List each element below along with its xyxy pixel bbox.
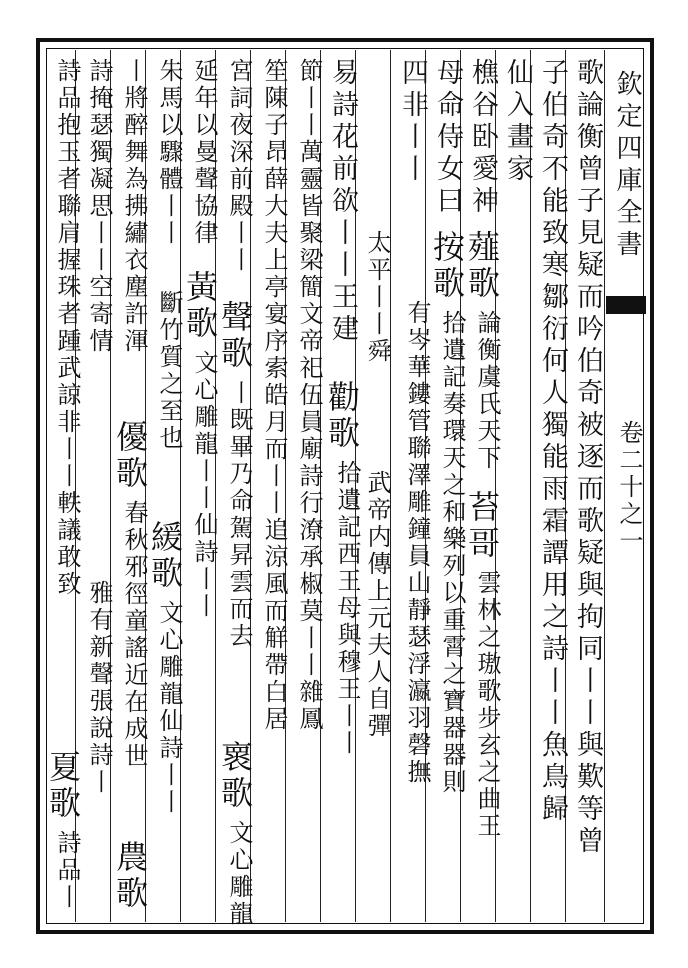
text-column-15b: 雅有新聲張說詩丨 xyxy=(85,580,113,796)
column-divider xyxy=(604,50,605,922)
entry-heading-huai-ge: 褱歌 xyxy=(216,740,254,812)
text-column-5b: 拾遺記奏環天之和樂列以重霄之寶器器則 xyxy=(438,310,466,796)
entry-heading-you-ge: 優歌 xyxy=(111,420,149,492)
entry-heading-huan-ge: 緩歌 xyxy=(146,520,184,592)
entry-heading-nong-ge: 農歌 xyxy=(111,840,149,912)
text-column-13b: 斷竹質之至也 xyxy=(155,290,183,452)
text-column-15a: 詩掩瑟獨凝思丨丨空寄情 xyxy=(85,58,113,355)
margin-volume-label: 卷二十之一 xyxy=(615,420,643,555)
entry-heading-xie-ge: 薤歌 xyxy=(463,230,501,302)
text-column-10: 笙陳子昂薛大夫上亭宴序索皓月而丨丨追涼風而觧帶白居 xyxy=(260,58,288,733)
entry-heading-quan-ge: 勸歌 xyxy=(323,380,361,452)
text-column-4a: 樵谷卧愛神 xyxy=(467,58,498,218)
text-column-1: 歌論衡曾子見疑而吟伯奇被逐而歌疑與拘同丨丨與歎等曾 xyxy=(572,58,603,858)
text-column-14a: 丨將醉舞為拂繡衣塵許渾 xyxy=(120,58,148,355)
text-column-4b: 論衡虞氏天下 xyxy=(473,310,501,472)
entry-heading-tai-ge: 苔哥 xyxy=(463,490,501,562)
text-column-8a: 易詩花前欲丨丨王建 xyxy=(327,58,358,346)
text-column-13c: 文心雕龍仙詩丨丨 xyxy=(155,600,183,816)
text-column-4c: 雲林之璈歌步玄之曲王 xyxy=(473,570,501,840)
text-column-16a: 詩品抱玉者聯肩握珠者踵武諒非丨丨軼議敢致 xyxy=(53,58,81,598)
text-column-6b: 有岑華鏤管聯澤雕鐘員山靜瑟浮瀛羽磬撫 xyxy=(403,300,431,786)
text-column-16b: 詩品丨 xyxy=(53,830,81,911)
entry-heading-an-ge: 按歌 xyxy=(428,230,466,302)
text-column-3: 仙入畫家 xyxy=(502,58,533,186)
text-column-7a: 太平丨丨舜 xyxy=(363,230,391,365)
text-column-11c: 文心雕龍 xyxy=(225,820,253,928)
entry-heading-sheng-ge: 聲歌 xyxy=(216,300,254,372)
text-column-9: 節丨丨萬靈皆聚梁簡文帝祀伍員廟詩行潦承椒莫丨丨雜鳳 xyxy=(295,58,323,733)
fishtail-mark xyxy=(606,296,646,314)
margin-book-title: 欽定四庫全書 xyxy=(612,70,642,262)
text-column-12b: 文心雕龍丨丨仙詩丨丨 xyxy=(190,350,218,620)
text-column-11a: 宮詞夜深前殿丨丨 xyxy=(225,58,253,274)
text-column-11b: 丨既畢乃命駕昇雲而去 xyxy=(225,380,253,650)
text-column-13a: 朱馬以驟體丨丨 xyxy=(155,58,183,247)
text-column-5a: 母命侍女曰 xyxy=(432,58,463,218)
text-column-14b: 春秋邪徑童謠近在成世 xyxy=(120,500,148,770)
entry-heading-xia-ge: 夏歌 xyxy=(44,750,82,822)
text-column-12a: 延年以曼聲協律 xyxy=(190,58,218,247)
text-column-6a: 四非丨丨 xyxy=(397,58,428,186)
text-column-8b: 拾遺記西王母與穆王丨丨 xyxy=(333,460,361,757)
text-column-7b: 武帝内傳上元夫人自彈 xyxy=(363,470,391,740)
text-column-2: 子伯奇不能致寒鄒衍何人獨能雨霜譚用之詩丨丨魚鳥歸 xyxy=(537,58,568,826)
entry-heading-huang-ge: 黃歌 xyxy=(181,270,219,342)
